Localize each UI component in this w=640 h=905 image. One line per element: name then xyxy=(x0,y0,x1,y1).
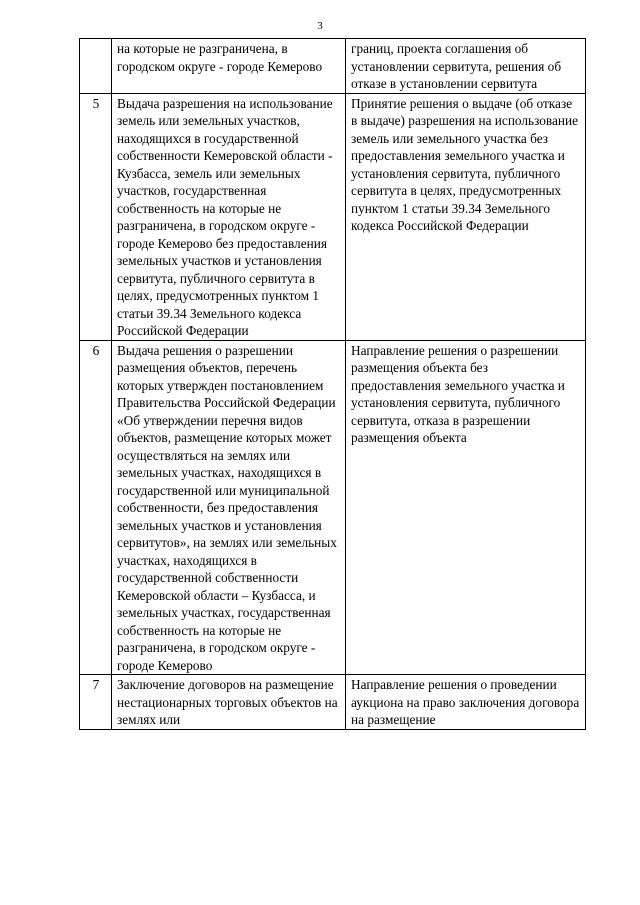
row-number xyxy=(80,39,112,94)
service-result-cell: Направление решения о разрешении размещения объекта без предоставления земельного участка и установления сервитута, публичного сервитута, отказа в разрешении размещения объекта xyxy=(346,340,586,675)
service-result-cell: Принятие решения о выдаче (об отказе в выдаче) разрешения на использование земель или земельного участка без предоставления земельного участка и установления сервитута, публичного сервитута в целях, предусмотренных пунктом 1 статьи 39.34 Земельного кодекса Российской Федерации xyxy=(346,93,586,340)
page-number: 3 xyxy=(317,20,323,32)
table-row xyxy=(80,39,586,94)
service-name-cell: на которые не разграничена, в городском округе - городе Кемерово xyxy=(112,39,346,94)
row-number: 6 xyxy=(80,340,112,675)
table-row xyxy=(80,340,586,675)
service-name-cell: Выдача решения о разрешении размещения объектов, перечень которых утвержден постановлением Правительства Российской Федерации «Об утверждении перечня видов объектов, размещение которых может осуществляться на землях или земельных участках, находящихся в государственной или муниципальной собственности, без предоставления земельных участков и установления сервитутов», на землях или земельных участках, находящихся в государственной собственности Кемеровской области – Кузбасса, и земельных участках, государственная собственность на которые не разграничена, в городском округе - городе Кемерово xyxy=(112,340,346,675)
service-result-cell: границ, проекта соглашения об установлении сервитута, решения об отказе в установлении сервитута xyxy=(346,39,586,94)
row-number: 5 xyxy=(80,93,112,340)
services-table xyxy=(79,38,586,730)
table-row xyxy=(80,93,586,340)
table-row xyxy=(80,675,586,730)
row-number: 7 xyxy=(80,675,112,730)
service-result-cell: Направление решения о проведении аукциона на право заключения договора на размещение xyxy=(346,675,586,730)
service-name-cell: Выдача разрешения на использование земель или земельных участков, находящихся в государственной собственности Кемеровской области - Кузбасса, земель или земельных участков, государственная собственность на которые не разграничена, в городском округе - городе Кемерово без предоставления земельных участков и установления сервитута, публичного сервитута в целях, предусмотренных пунктом 1 статьи 39.34 Земельного кодекса Российской Федерации xyxy=(112,93,346,340)
service-name-cell: Заключение договоров на размещение нестационарных торговых объектов на землях или xyxy=(112,675,346,730)
